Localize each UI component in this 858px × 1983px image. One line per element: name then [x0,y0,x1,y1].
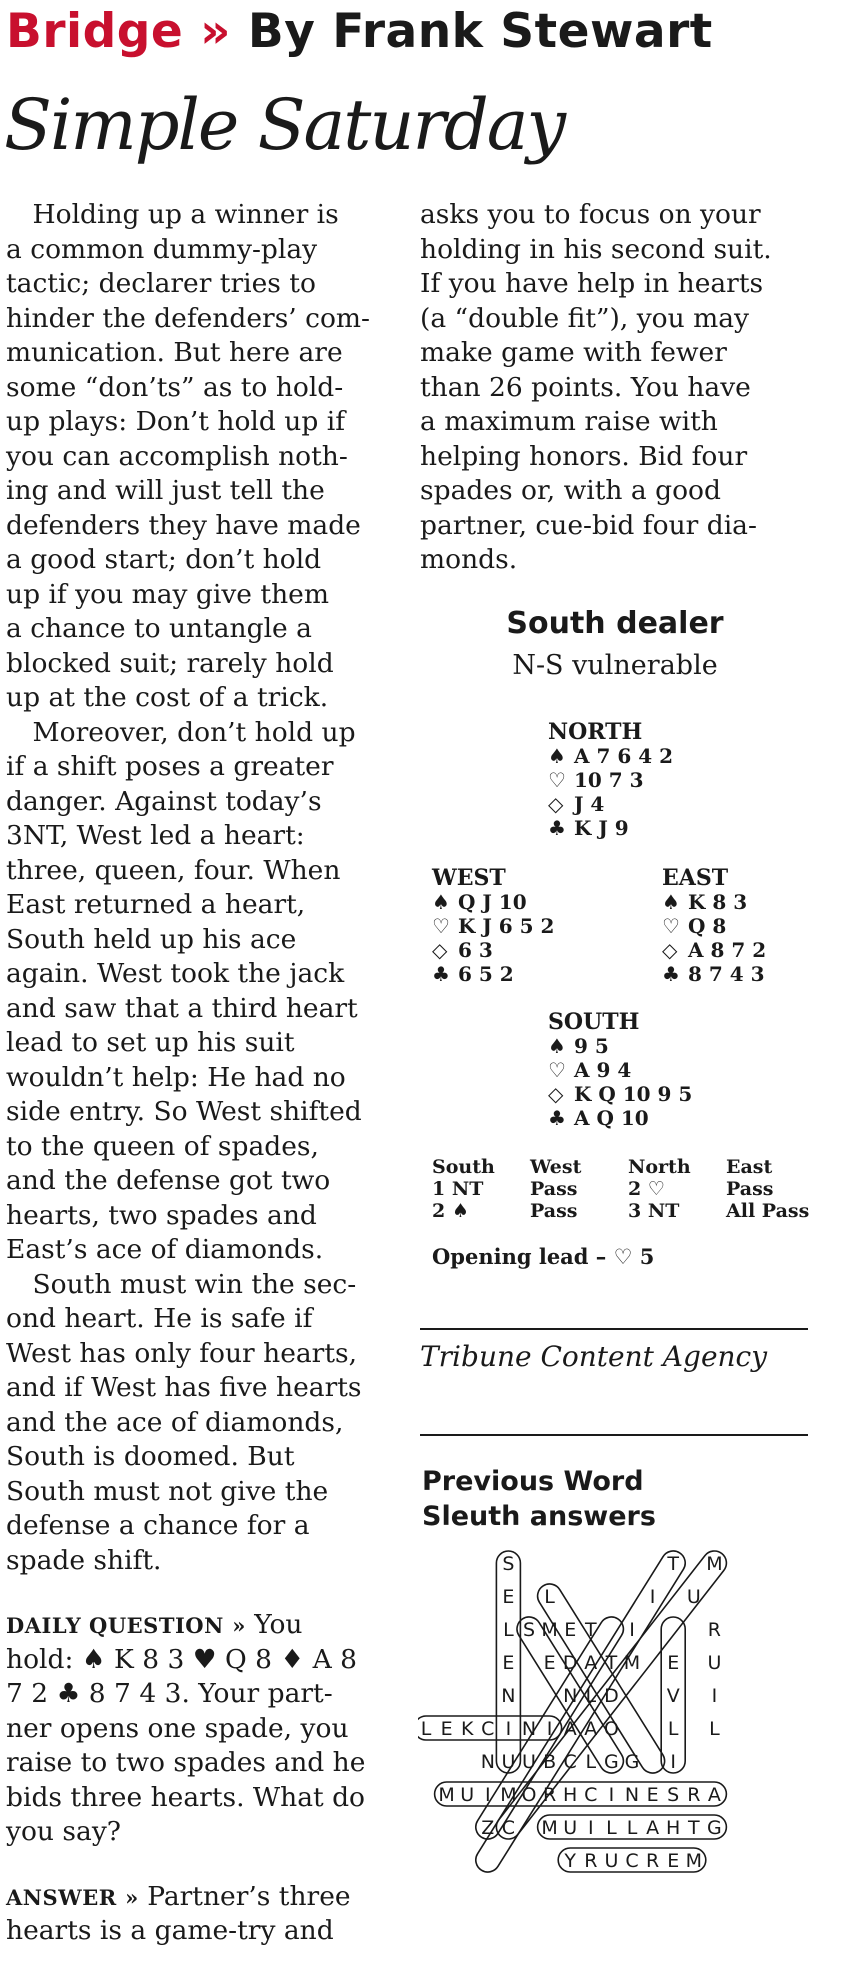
hearts-icon: ♡ [662,914,680,938]
puzzle-title-line: Previous Word [422,1466,644,1497]
hearts-icon: ♡ [548,1058,566,1082]
suit-holding [548,744,673,768]
answer-line [6,1880,396,1915]
card-list: K 8 3 [688,890,748,914]
daily-question-text: you say? [6,1816,121,1847]
hand-south [548,1010,692,1130]
grid-letter: N [521,1718,537,1740]
suit-holding [432,890,554,914]
grid-letter: N [563,1685,578,1707]
grid-letter: R [707,1619,722,1641]
grid-letters [421,1553,723,1872]
opening-lead: Opening lead – ♡ 5 [432,1244,655,1269]
answer-loop [533,1579,669,1777]
bid-cell: Pass [726,1178,774,1200]
suit-holding [548,1082,692,1106]
grid-letter: L [544,1586,555,1608]
puzzle-title-line: Sleuth answers [422,1501,656,1532]
spades-icon: ♠ [432,890,450,914]
divider [420,1434,808,1436]
article-line: South must not give the [6,1475,329,1507]
grid-letter: Z [481,1817,495,1839]
article-line: make game with fewer [420,337,727,368]
article-line: if a shift poses a greater [6,751,334,782]
grid-letter: L [585,1751,597,1773]
article-line: again. West took the jack [6,958,345,989]
grid-letter: I [649,1586,656,1608]
divider [420,1328,808,1330]
article-line: Moreover, don’t hold up [6,716,356,748]
grid-letter: L [667,1718,679,1740]
section-name: Bridge [6,4,184,59]
grid-letter: Y [564,1850,577,1872]
article-line: Holding up a winner is [6,199,339,230]
hearts-icon: ♡ [548,768,566,792]
card-list: A 7 6 4 2 [574,744,674,768]
clubs-icon: ♣ [662,962,680,986]
article-line: wouldn’t help: He had no [6,1061,346,1093]
grid-letter: M [685,1850,703,1872]
article-line: defense a chance for a [6,1510,310,1541]
grid-letter: C [563,1751,577,1773]
article-line: spades or, with a good [420,475,721,506]
article-line: ing and will just tell the [6,475,325,506]
hearts-icon: ♡ [432,914,450,938]
article-line: asks you to focus on your [420,199,761,230]
suit-holding [548,1058,692,1082]
daily-question-text: hold: ♠ K 8 3 ♥ Q 8 ♦ A 8 [6,1643,357,1675]
article-line: side entry. So West shifted [6,1096,362,1127]
header-separator: » [200,4,232,59]
article-line: and the ace of diamonds, [6,1406,344,1438]
article-title: Simple Saturday [4,84,565,166]
diamonds-icon: ◇ [432,938,448,962]
article-line: spade shift. [6,1544,162,1576]
grid-letter: N [501,1685,516,1707]
suit-holding [432,962,554,986]
grid-letter: C [501,1817,516,1839]
answer-text: Partner’s three [138,1880,351,1912]
bid-cell: Pass [530,1178,578,1200]
article-right-column [420,198,810,578]
grid-letter: E [646,1784,659,1806]
grid-letter: E [502,1652,515,1674]
card-list: 9 5 [574,1034,609,1058]
grid-letter: I [505,1718,512,1740]
spades-icon: ♠ [548,1034,566,1058]
credit-line: Tribune Content Agency [420,1340,768,1373]
suit-holding [548,1106,692,1130]
article-line: and the defense got two [6,1165,331,1196]
grid-letter: L [420,1718,432,1740]
article-line: defenders they have made [6,509,361,541]
grid-letter: U [501,1751,516,1773]
daily-question-text: bids three hearts. What do [6,1781,366,1813]
grid-letter: O [603,1718,619,1740]
article-line: West has only four hearts, [6,1337,358,1369]
answer-label: ANSWER [6,1884,117,1910]
clubs-icon: ♣ [432,962,450,986]
diamonds-icon: ◇ [662,938,678,962]
card-list: Q J 10 [458,890,527,914]
suit-holding [432,914,554,938]
grid-letter: C [625,1850,639,1872]
grid-letter: N [480,1751,495,1773]
card-list: K J 9 [574,816,629,840]
article-line: hinder the defenders’ com- [6,302,371,334]
article-line: (a “double fit”), you may [420,302,750,334]
daily-question-text: You [245,1609,303,1640]
grid-letter: L [503,1619,514,1641]
grid-letter: M [438,1784,455,1806]
clubs-icon: ♣ [548,816,566,840]
spades-icon: ♠ [548,744,566,768]
grid-letter: L [709,1718,720,1740]
grid-letter: E [667,1652,680,1674]
answer-loop [435,1782,727,1806]
grid-letter: T [687,1817,700,1839]
article-line: a common dummy-play [6,233,318,265]
card-list: K Q 10 9 5 [574,1082,693,1106]
article-line: lead to set up his suit [6,1027,295,1058]
article-body-right [420,198,810,578]
grid-letter: B [543,1751,557,1773]
grid-letter: G [707,1817,722,1839]
article-body-left [6,198,396,1578]
grid-letter: R [645,1850,660,1872]
grid-letter: D [562,1652,578,1674]
grid-letter: U [563,1817,578,1839]
article-line: up if you may give them [6,578,329,610]
bidding-table [432,1156,824,1222]
grid-letter: R [542,1784,557,1806]
article-line: up at the cost of a trick. [6,682,329,713]
word-sleuth-grid [418,1548,818,1980]
article-line: South held up his ace [6,923,297,955]
card-list: A 9 4 [574,1058,632,1082]
article-line: danger. Against today’s [6,785,322,817]
grid-letter: U [460,1784,475,1806]
grid-letter: I [670,1751,677,1773]
hand-east [662,866,766,986]
article-line: to the queen of spades, [6,1130,319,1162]
article-line: and saw that a third heart [6,992,358,1024]
article-line: three, queen, four. When [6,854,341,886]
grid-letter: I [546,1718,553,1740]
paragraph-gap [6,1578,396,1608]
vulnerability-label: N-S vulnerable [512,650,718,681]
article-line: If you have help in hearts [420,268,764,299]
article-line: helping honors. Bid four [420,440,748,472]
article-line: munication. But here are [6,337,343,368]
daily-question-text: raise to two spades and he [6,1747,366,1778]
diamonds-icon: ◇ [548,792,564,816]
bidding-header-cell: East [726,1156,773,1178]
article-left-column [6,198,396,1949]
grid-letter: O [521,1784,537,1806]
card-list: 6 5 2 [458,962,514,986]
article-line: holding in his second suit. [420,233,772,265]
suit-holding [662,962,766,986]
grid-letter: A [584,1718,598,1740]
article-line: than 26 points. You have [420,371,751,403]
grid-letter: I [629,1619,635,1641]
card-list: 8 7 4 3 [688,962,765,986]
bid-cell: 2 ♡ [628,1178,665,1200]
daily-question-text: 7 2 ♣ 8 7 4 3. Your part- [6,1678,333,1709]
grid-letter: E [440,1718,453,1740]
bid-cell: All Pass [726,1200,810,1222]
article-line: 3NT, West led a heart: [6,820,305,851]
paragraph-gap [6,1850,396,1880]
grid-letter: V [666,1685,680,1707]
grid-letter: G [604,1751,619,1773]
grid-letter: U [686,1586,701,1608]
hand-direction-label: WEST [432,865,506,891]
hand-west [432,866,554,986]
hand-direction-label: NORTH [548,719,643,745]
suit-holding [548,768,673,792]
grid-letter: S [522,1619,536,1641]
grid-letter: R [584,1850,598,1872]
spades-icon: ♠ [662,890,680,914]
daily-question-text: ner opens one spade, you [6,1712,349,1744]
grid-letter: E [667,1850,680,1872]
byline: By Frank Stewart [247,4,713,59]
article-line: East returned a heart, [6,889,306,920]
grid-letter: M [623,1652,641,1674]
grid-letter: K [460,1718,474,1740]
article-line: hearts, two spades and [6,1199,317,1231]
card-list: A Q 10 [574,1106,649,1130]
suit-holding [548,792,673,816]
grid-letter: U [522,1751,536,1773]
grid-letter: S [667,1784,680,1806]
grid-letter: L [626,1817,638,1839]
grid-letter: C [481,1718,495,1740]
grid-letter: H [563,1784,578,1806]
daily-question-label: DAILY QUESTION [6,1613,224,1638]
puzzle-title [422,1464,656,1534]
article-line: a chance to untangle a [6,613,312,644]
bidding-header-cell: North [628,1156,691,1178]
grid-letter: L [585,1685,597,1707]
suit-holding [662,914,766,938]
bid-cell: Pass [530,1200,578,1222]
article-line: a maximum raise with [420,406,718,437]
bidding-row [432,1178,824,1200]
grid-letter: D [604,1685,619,1707]
grid-letter: A [563,1718,577,1740]
column-header [6,4,713,59]
card-list: 6 3 [458,938,493,962]
suit-holding [548,1034,692,1058]
answer-arrow: » [125,1884,139,1910]
grid-letter: A [646,1817,660,1839]
grid-letter: S [502,1553,515,1575]
grid-letter: E [564,1619,577,1641]
card-list: A 8 7 2 [688,938,767,962]
bidding-header-cell: West [530,1156,582,1178]
suit-holding [432,938,554,962]
grid-letter: T [584,1619,597,1641]
article-line: and if West has five hearts [6,1372,362,1403]
bidding-row [432,1200,824,1222]
grid-letter: L [606,1817,617,1839]
article-line: South must win the sec- [6,1268,357,1300]
daily-question-line [6,1608,396,1643]
card-list: 10 7 3 [574,768,644,792]
answer-text: hearts is a game-try and [6,1915,334,1946]
grid-letter: A [707,1784,721,1806]
grid-letter: N [624,1784,640,1806]
grid-letter: T [667,1553,680,1575]
clubs-icon: ♣ [548,1106,566,1130]
grid-letter: I [608,1784,615,1806]
suit-holding [662,938,766,962]
article-line: South is doomed. But [6,1441,295,1472]
article-line: up plays: Don’t hold up if [6,406,346,437]
hand-direction-label: EAST [662,865,729,891]
grid-letter: T [605,1652,618,1674]
bid-cell: 1 NT [432,1178,484,1200]
card-list: K J 6 5 2 [458,914,555,938]
grid-letter: U [707,1652,722,1674]
bid-cell: 3 NT [628,1200,680,1222]
card-list: J 4 [574,792,605,816]
grid-letter: M [541,1619,558,1641]
article-line: blocked suit; rarely hold [6,647,334,679]
grid-letter: I [711,1685,718,1707]
article-line: monds. [420,544,518,575]
grid-letter: R [687,1784,701,1806]
article-line: East’s ace of diamonds. [6,1234,324,1265]
grid-letter: E [502,1586,515,1608]
grid-letter: I [587,1817,594,1839]
grid-letter: E [543,1652,556,1674]
grid-letter: U [604,1850,619,1872]
card-list: Q 8 [688,914,727,938]
dealer-label: South dealer [506,606,724,641]
grid-letter: M [706,1553,723,1575]
grid-letter: M [541,1817,558,1839]
article-line: tactic; declarer tries to [6,268,316,299]
bidding-header-row [432,1156,824,1178]
grid-letter: G [624,1751,640,1773]
hand-north [548,720,673,840]
article-line: some “don’ts” as to hold- [6,371,344,403]
daily-question-arrow: » [232,1613,246,1638]
grid-letter: A [584,1652,598,1674]
bid-cell: 2 ♠ [432,1200,469,1222]
grid-letter: M [500,1784,517,1806]
grid-letter: I [484,1784,491,1806]
hand-direction-label: SOUTH [548,1009,640,1035]
suit-holding [548,816,673,840]
article-line: partner, cue-bid four dia- [420,509,757,541]
suit-holding [662,890,766,914]
article-line: ond heart. He is safe if [6,1303,313,1334]
diamonds-icon: ◇ [548,1082,564,1106]
bidding-header-cell: South [432,1156,495,1178]
article-line: a good start; don’t hold [6,544,322,575]
grid-letter: C [584,1784,598,1806]
article-line: you can accomplish noth- [6,440,348,472]
grid-letter: H [666,1817,681,1839]
